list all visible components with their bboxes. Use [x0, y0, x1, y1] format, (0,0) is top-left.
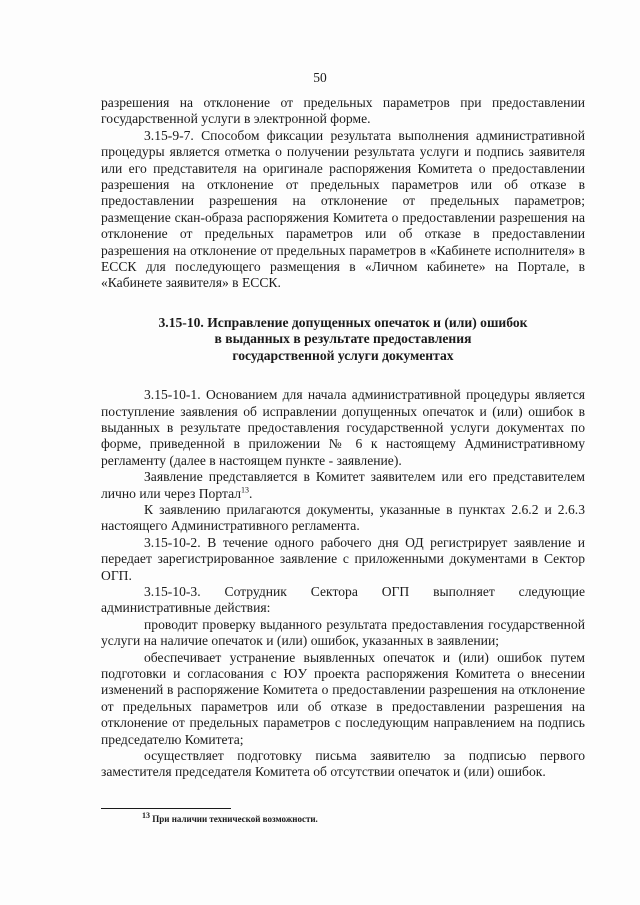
paragraph-action-check: проводит проверку выданного результата предоставления государственной услуги на наличие опечаток и (или) ошибок, указанных в заявлении; — [101, 616, 585, 649]
paragraph-3-15-9-7: 3.15-9-7. Способом фиксации результата выполнения административной процедуры является отметка о получении результата услуги и подпись заявителя или его представителя на оригинале распоряжения Комитета о предоставлении разрешения на отклонение от предельных параметров или об отказе в предоставлении разрешения на отклонение от предельных параметров; размещение скан-образа распоряжения Комитета о предоставлении разрешения на отклонение от предельных параметров или об отказе в предоставлении разрешения на отклонение от предельных параметров в «Кабинете исполнителя» в ЕССК для последующего размещения в «Личном кабинете» на Портале, в «Кабинете заявителя» в ЕССК. — [101, 127, 585, 291]
footnote-text: При наличии технической возможности. — [150, 814, 318, 824]
paragraph-application-end: . — [249, 485, 253, 501]
footnote-mark: 13 — [142, 811, 150, 820]
paragraph-continuation: разрешения на отклонение от предельных параметров при предоставлении государственной услуги в электронной форме. — [101, 95, 585, 127]
section-heading-line-2: в выданных в результате предоставления — [214, 331, 472, 347]
footnote-reference: 13 — [241, 485, 250, 494]
paragraph-attached-documents: К заявлению прилагаются документы, указанные в пунктах 2.6.2 и 2.6.3 настоящего Административного регламента. — [101, 501, 585, 534]
section-heading-3-15-10 — [101, 315, 585, 364]
paragraph-action-correction: обеспечивает устранение выявленных опечаток и (или) ошибок путем подготовки и согласования с ЮУ проекта распоряжения Комитета о внесении изменений в распоряжение Комитета о предоставлении разрешения на отклонение от предельных параметров или об отказе в предоставлении разрешения на отклонение от предельных параметров с последующим направлением на подпись председателю Комитета; — [101, 649, 585, 747]
section-heading-line-1: 3.15-10. Исправление допущенных опечаток и (или) ошибок — [158, 314, 528, 330]
paragraph-3-15-10-3: 3.15-10-3. Сотрудник Сектора ОГП выполняет следующие административные действия: — [101, 583, 585, 616]
footnote — [142, 811, 318, 825]
page-body — [101, 95, 585, 781]
footnote-divider — [101, 808, 231, 809]
paragraph-application-text: Заявление представляется в Комитет заявителем или его представителем лично или через Портал — [101, 469, 585, 501]
section-heading-line-3: государственной услуги документах — [232, 347, 454, 363]
page-number: 50 — [313, 70, 327, 85]
paragraph-action-letter: осуществляет подготовку письма заявителю за подписью первого заместителя председателя Комитета об отсутствии опечаток и (или) ошибок. — [101, 748, 585, 780]
paragraph-application-submission — [101, 469, 585, 502]
paragraph-3-15-10-1: 3.15-10-1. Основанием для начала административной процедуры является поступление заявления об исправлении допущенных опечаток и (или) ошибок в выданных в результате предоставления государственной услуги документах по форме, приведенной в приложении № 6 к настоящему Административному регламенту (далее в настоящем пункте - заявление). — [101, 387, 585, 468]
paragraph-3-15-10-2: 3.15-10-2. В течение одного рабочего дня ОД регистрирует заявление и передает зарегистрированное заявление с приложенными документами в Сектор ОГП. — [101, 534, 585, 583]
